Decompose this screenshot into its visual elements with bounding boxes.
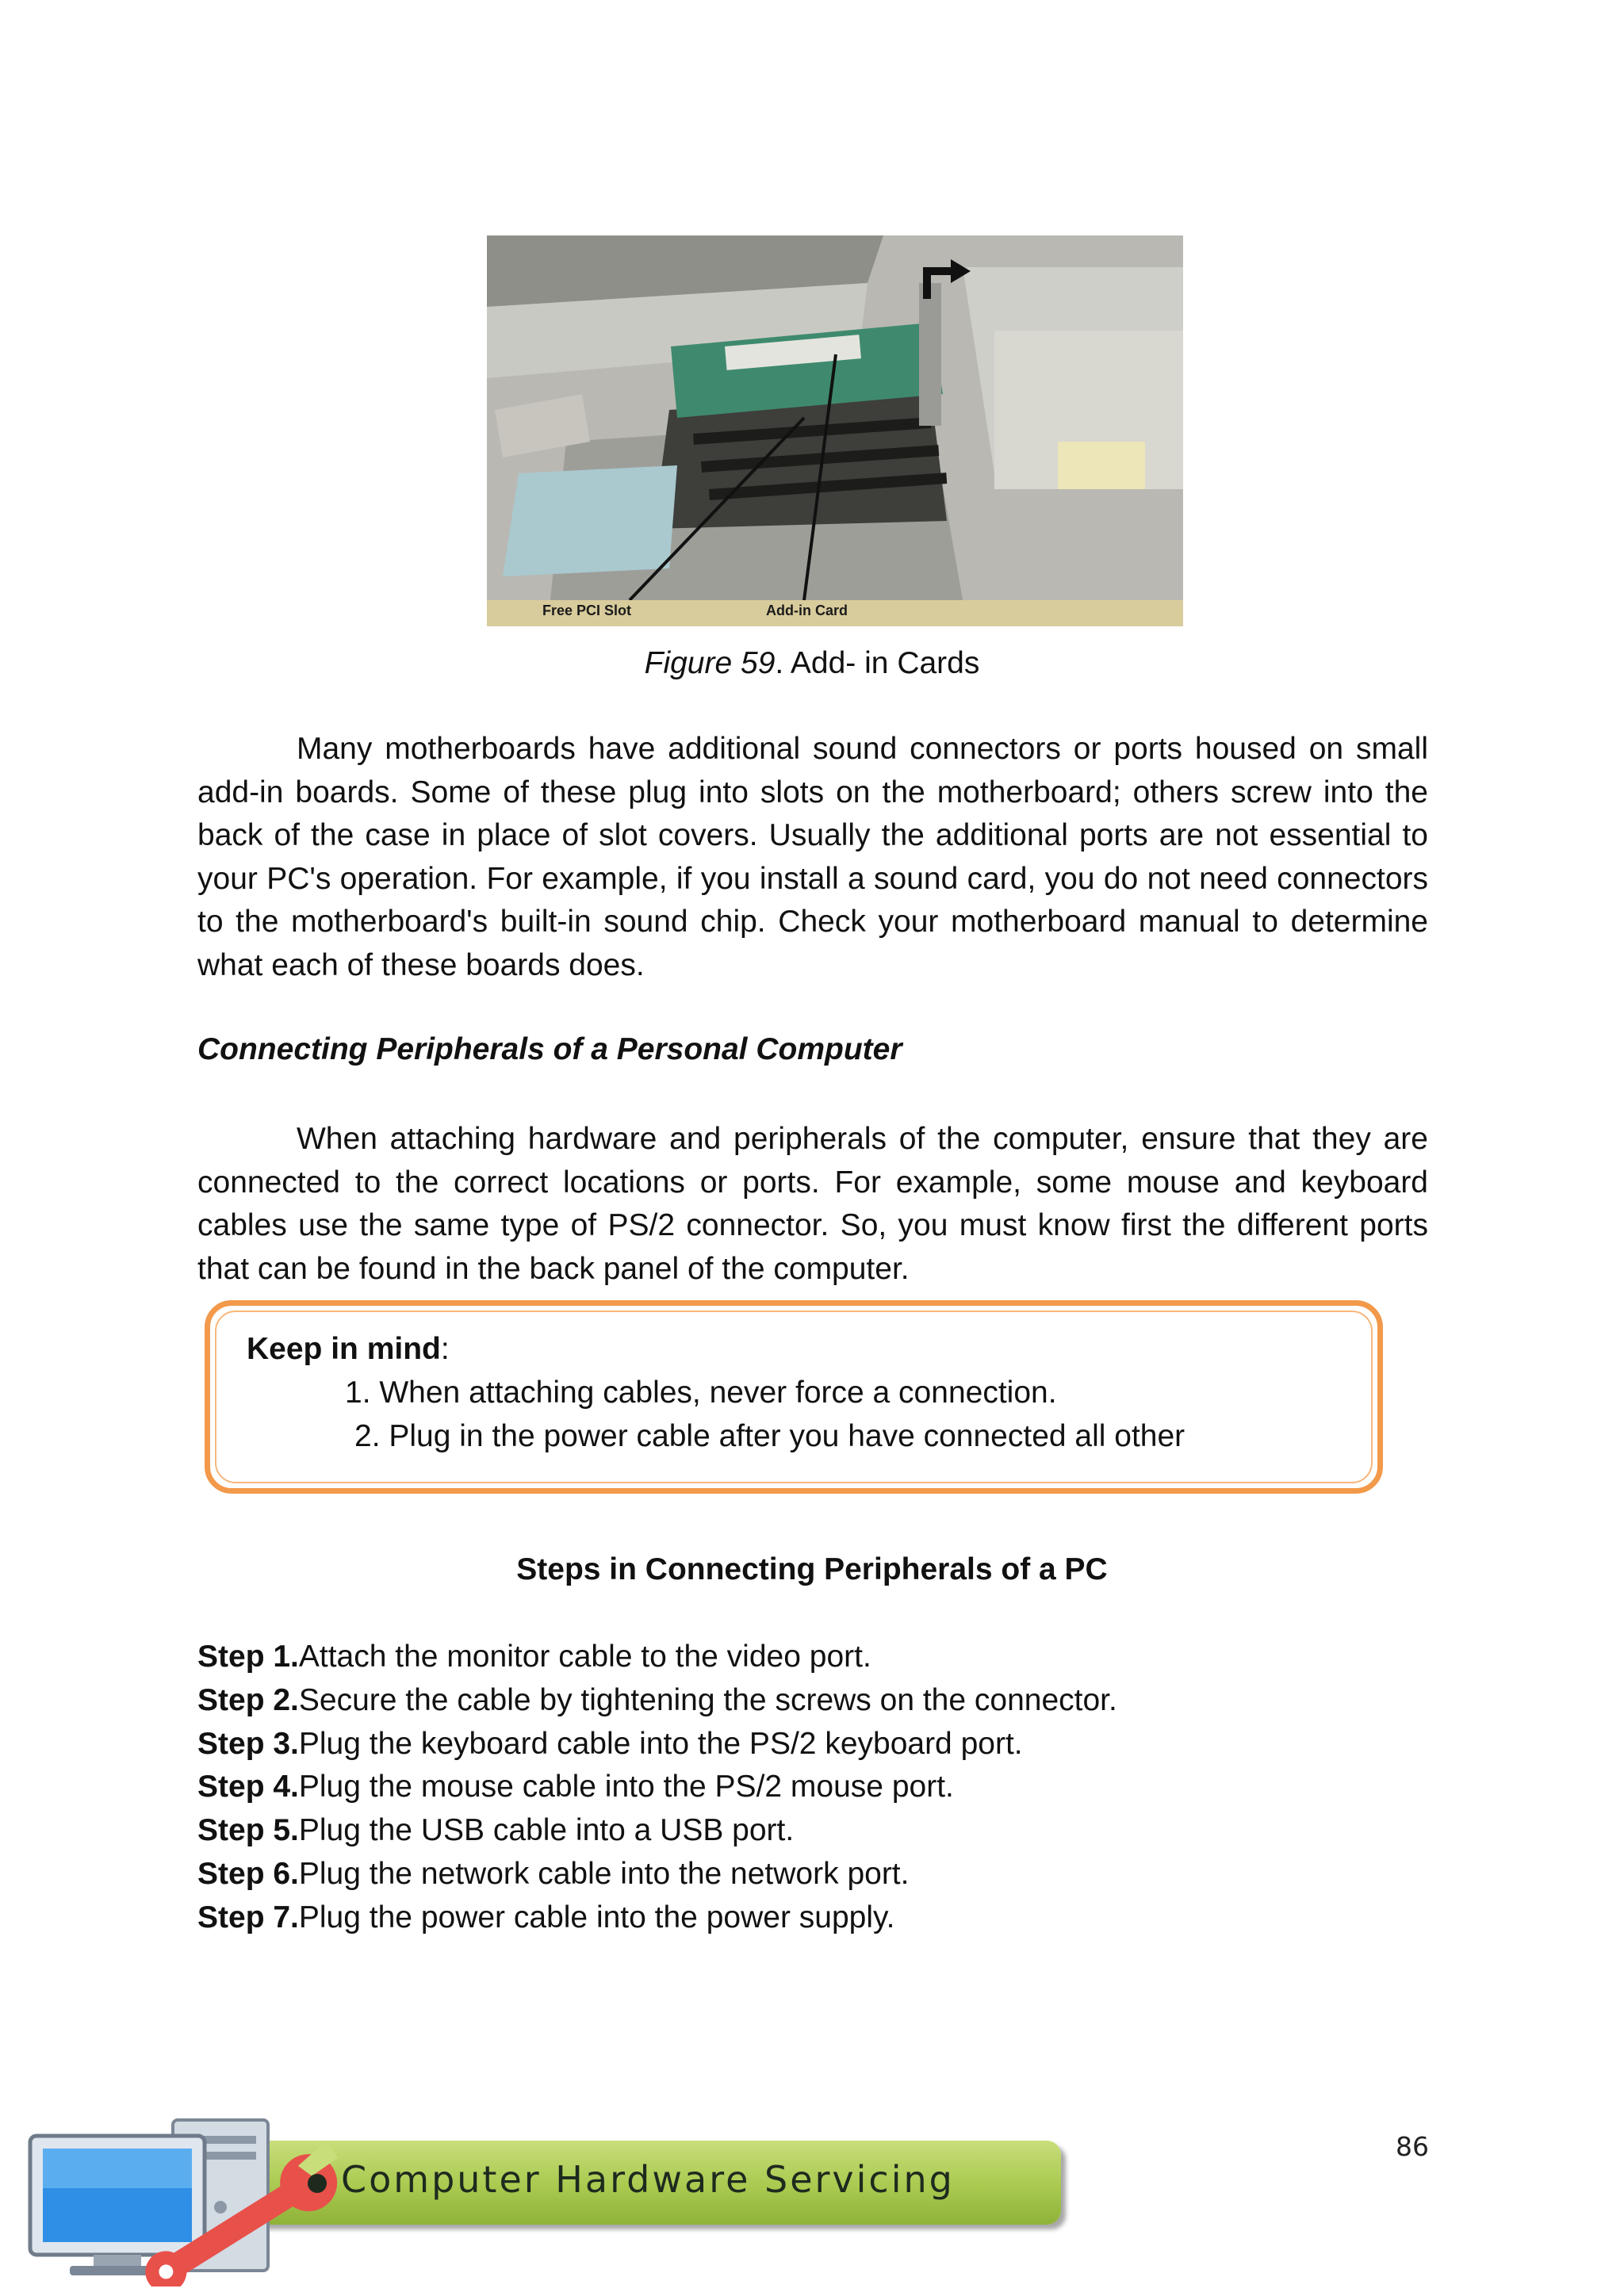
step-label: Step 4. [197, 1770, 299, 1804]
step-label: Step 3. [197, 1727, 299, 1761]
page-number: 86 [1396, 2131, 1429, 2162]
keep-in-mind-label: Keep in mind [247, 1332, 441, 1366]
figure-caption-text: . Add- in Cards [775, 646, 980, 680]
keep-in-mind-colon: : [440, 1332, 450, 1366]
paragraph-add-in-boards: Many motherboards have additional sound connectors or ports housed on small add-in boards. Some of these plug into slots on the motherboard; others screw into the back of the case in place of slot covers. Usually the additional ports are not essential to your PC's operation. For example, if you install a sound card, you do not need connectors to the motherboard's built-in sound chip. Check your motherboard manual to determine what each of these boards does. [197, 732, 1428, 982]
step-item [197, 1813, 794, 1848]
step-text: Secure the cable by tightening the screws on the connector. [298, 1683, 1117, 1717]
keep-in-mind-item: 1. When attaching cables, never force a connection. [345, 1376, 1057, 1410]
paragraph-attaching-peripherals: When attaching hardware and peripherals of the computer, ensure that they are connected to the correct locations or ports. For example, some mouse and keyboard cables use the same type of PS/2 connector. So, you must know first the different ports that can be found in the back panel of the computer. [197, 1122, 1428, 1286]
step-item [197, 1900, 894, 1935]
steps-heading: Steps in Connecting Peripherals of a PC [516, 1552, 1108, 1586]
step-item [197, 1770, 954, 1804]
step-item [197, 1857, 909, 1892]
step-item [197, 1727, 1023, 1762]
step-text: Plug the power cable into the power supply. [298, 1900, 895, 1934]
step-text: Plug the keyboard cable into the PS/2 keyboard port. [298, 1727, 1023, 1761]
step-text: Attach the monitor cable to the video port. [298, 1640, 871, 1674]
footer-title: Computer Hardware Servicing [341, 2158, 955, 2201]
computer-wrench-icon [22, 2112, 355, 2286]
figure-caption [0, 646, 1624, 681]
figure-label-add-in-card: Add-in Card [766, 603, 848, 618]
step-label: Step 7. [197, 1900, 299, 1934]
keep-in-mind-title [247, 1332, 450, 1367]
keep-in-mind-item: 2. Plug in the power cable after you have connected all other [354, 1419, 1185, 1453]
step-label: Step 2. [197, 1683, 299, 1717]
section-heading: Connecting Peripherals of a Personal Computer [197, 1032, 902, 1066]
step-item [197, 1640, 871, 1674]
figure-caption-number: Figure 59 [644, 646, 776, 680]
step-text: Plug the network cable into the network port. [298, 1857, 910, 1891]
figure-label-free-pci-slot: Free PCI Slot [542, 603, 632, 618]
step-label: Step 5. [197, 1813, 299, 1847]
step-text: Plug the mouse cable into the PS/2 mouse port. [298, 1770, 954, 1804]
step-text: Plug the USB cable into a USB port. [298, 1813, 795, 1847]
figure-add-in-card-photo [487, 235, 1183, 626]
step-label: Step 6. [197, 1857, 299, 1891]
step-item [197, 1683, 1117, 1718]
step-label: Step 1. [197, 1640, 299, 1674]
